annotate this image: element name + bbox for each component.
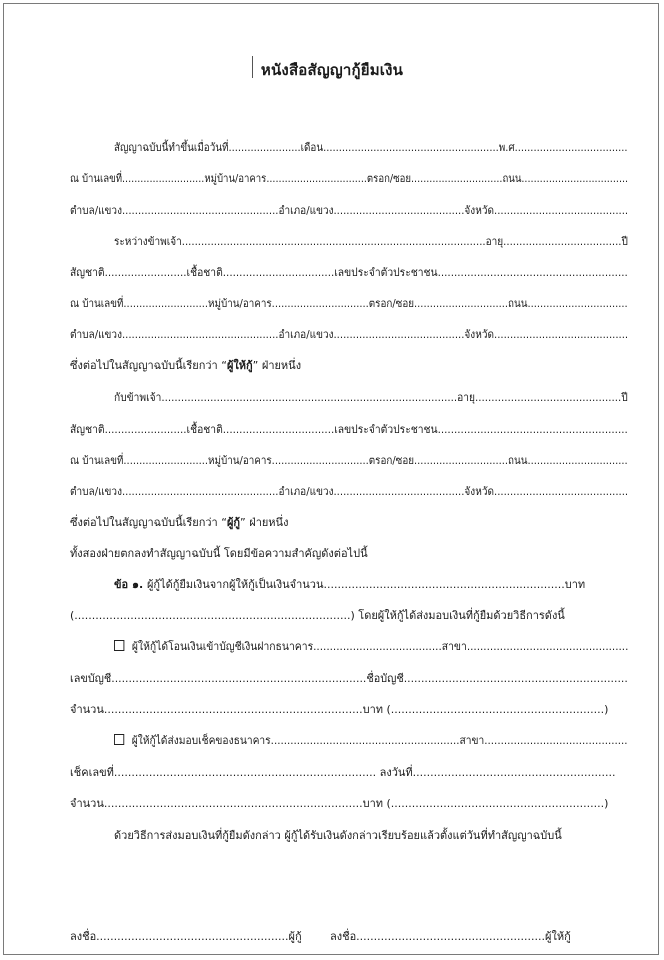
cheque-checkbox[interactable]	[114, 734, 124, 745]
borrower-name-line: กับข้าพเจ้า...........................................................................................อายุ.............................................ปี	[114, 391, 628, 404]
cheque-amount-line: จำนวน..........................................................................บาท (.............................................................)	[70, 797, 609, 810]
address-line-1: ณ บ้านเลขที่...........................หมู่บ้าน/อาคาร.................................ตรอก/ซอย..............................ถนน...................................	[70, 172, 629, 185]
borrower-district-line: ตำบล/แขวง.................................................อำเภอ/แขวง.........................................จังหวัด..........................................	[70, 485, 629, 498]
clause-1-line: ข้อ ๑. ผู้กู้ได้กู้ยืมเงินจากผู้ให้กู้เป็นเงินจำนวน.....................................................................บาท	[114, 578, 586, 591]
bank-transfer-option: ผู้ให้กู้ได้โอนเงินเข้าบัญชีเงินฝากธนาคาร.......................................สาขา.................................................	[114, 640, 628, 654]
lender-name-line: ระหว่างข้าพเจ้า...............................................................................................อายุ.....................................ปี	[114, 235, 628, 248]
amount-words-line: (...............................................................................) โดยผู้ให้กู้ได้ส่งมอบเงินที่กู้ยืมด้วยวิธีการดังนี้	[70, 609, 565, 622]
lender-signature: ลงชื่อ......................................................ผู้ให้กู้	[330, 930, 571, 943]
borrower-signature: ลงชื่อ.......................................................ผู้กู้	[70, 930, 302, 943]
cheque-number-line: เช็คเลขที่........................................................................... ลงวันที่..........................................................	[70, 766, 616, 779]
account-number-line: เลขบัญชี..........................................................................ชื่อบัญชี.................................................................	[70, 672, 628, 685]
lender-designation-line: ซึ่งต่อไปในสัญญาฉบับนี้เรียกว่า “ผู้ให้กู้” ฝ่ายหนึ่ง	[70, 359, 302, 372]
cheque-option: ผู้ให้กู้ได้ส่งมอบเช็คของธนาคาร..........................................................สาขา............................................	[114, 734, 628, 748]
borrower-address-line: ณ บ้านเลขที่...........................หมู่บ้าน/อาคาร...............................ตรอก/ซอย..............................ถนน................................	[70, 454, 628, 467]
lender-nationality-line: สัญชาติ.........................เชื้อชาติ..................................เลขประจำตัวประชาชน..........................................................	[70, 266, 628, 279]
bank-transfer-checkbox[interactable]	[114, 640, 124, 651]
transfer-amount-line: จำนวน..........................................................................บาท (.............................................................)	[70, 703, 609, 716]
opening-line: สัญญาฉบับนี้ทำขึ้นเมื่อวันที่.......................เดือน........................................................พ.ศ....................................	[114, 141, 628, 154]
agreement-intro-line: ทั้งสองฝ่ายตกลงทำสัญญาฉบับนี้ โดยมีข้อความสำคัญดังต่อไปนี้	[70, 547, 368, 560]
lender-address-line: ณ บ้านเลขที่...........................หมู่บ้าน/อาคาร...............................ตรอก/ซอย..............................ถนน................................	[70, 297, 628, 310]
borrower-nationality-line: สัญชาติ.........................เชื้อชาติ..................................เลขประจำตัวประชาชน..........................................................	[70, 423, 628, 436]
receipt-acknowledgement: ด้วยวิธีการส่งมอบเงินที่กู้ยืมดังกล่าว ผู้กู้ได้รับเงินดังกล่าวเรียบร้อยแล้วตั้งแต่วันที่ทำสัญญาฉบับนี้	[114, 829, 562, 842]
district-line-1: ตำบล/แขวง.................................................อำเภอ/แขวง.........................................จังหวัด..........................................	[70, 204, 629, 217]
borrower-designation-line: ซึ่งต่อไปในสัญญาฉบับนี้เรียกว่า “ผู้กู้” ฝ่ายหนึ่ง	[70, 516, 289, 529]
lender-district-line: ตำบล/แขวง.................................................อำเภอ/แขวง.........................................จังหวัด..........................................	[70, 328, 629, 341]
document-title: หนังสือสัญญากู้ยืมเงิน	[260, 61, 404, 79]
